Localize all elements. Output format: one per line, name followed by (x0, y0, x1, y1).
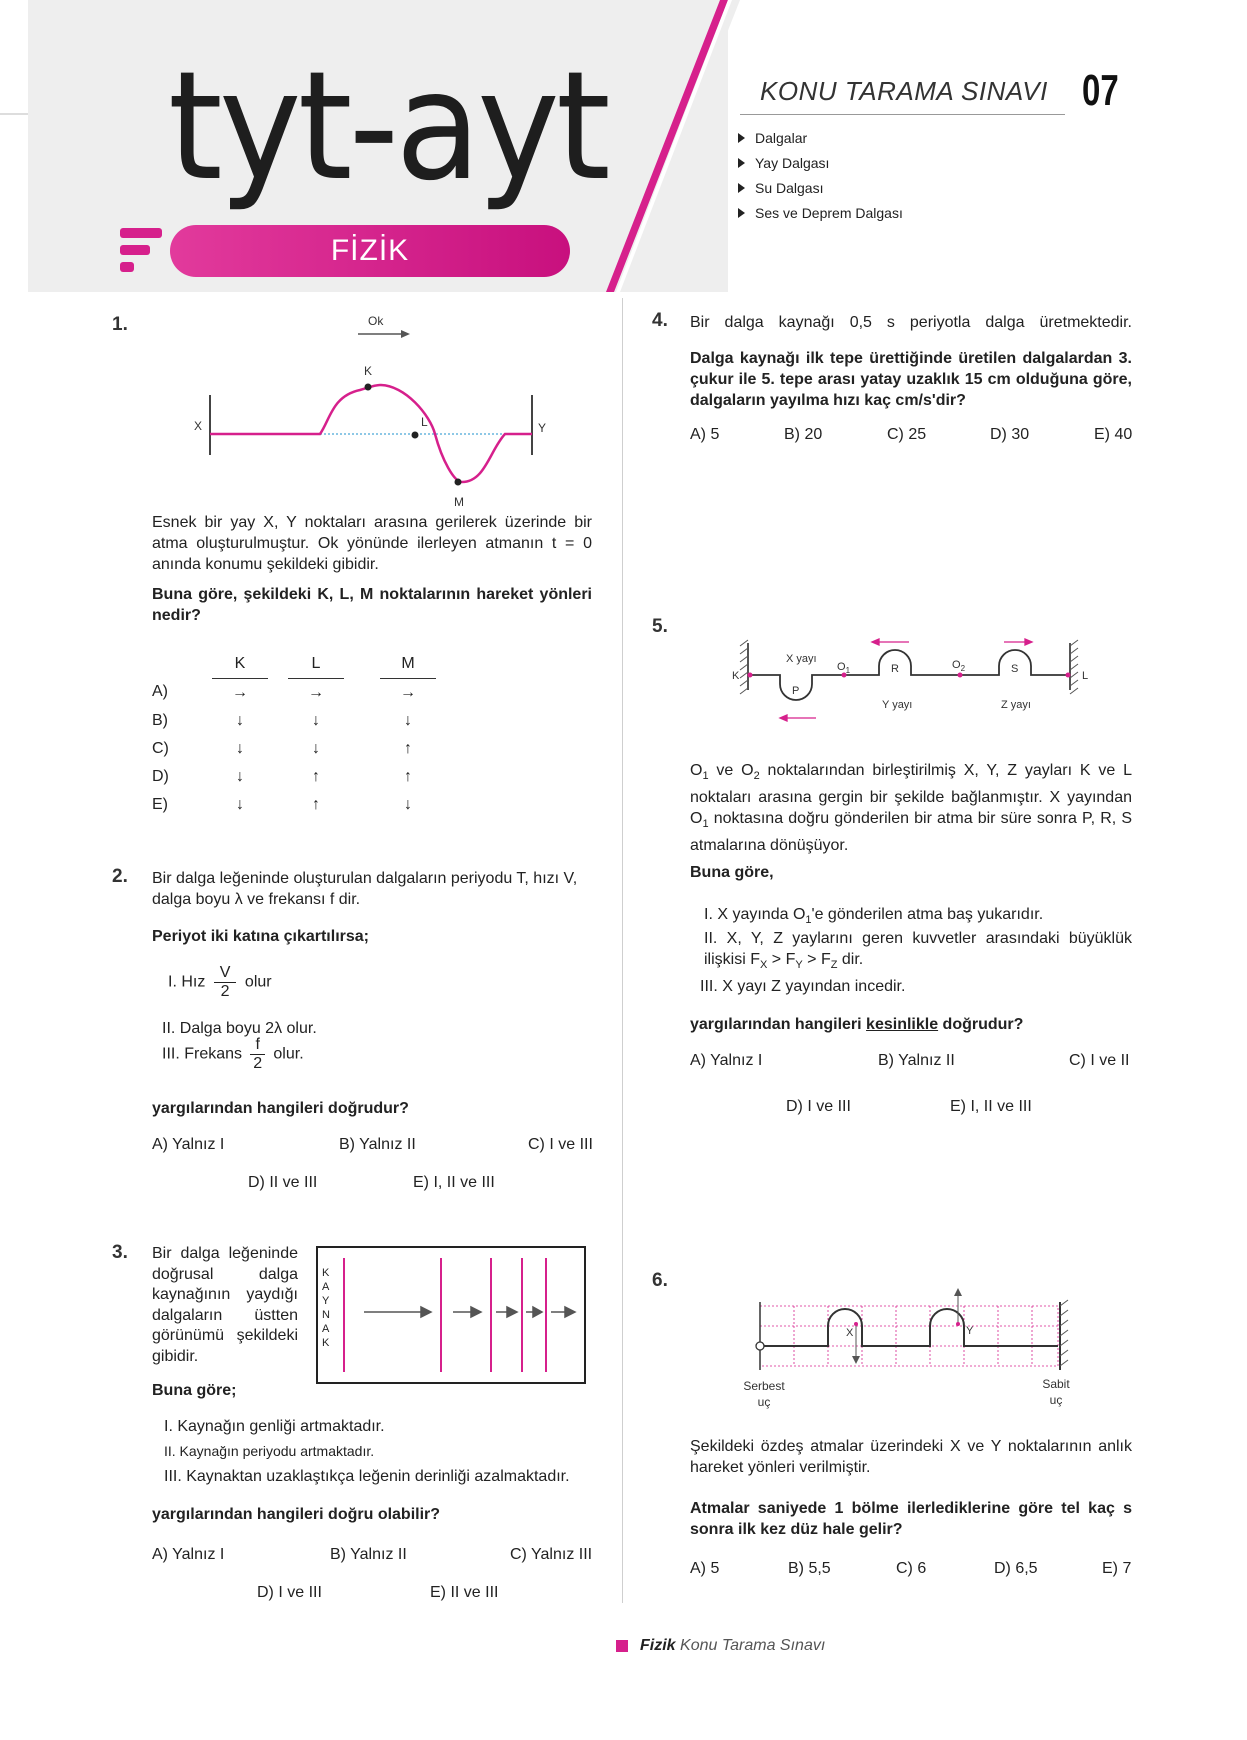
option-b[interactable]: B) Yalnız II (339, 1136, 416, 1153)
svg-text:X: X (846, 1327, 854, 1339)
subject-pill (170, 225, 570, 277)
answer-row[interactable]: C) ↓ ↓ ↑ (152, 739, 412, 757)
option-e[interactable]: E) I, II ve III (413, 1174, 495, 1191)
option-e[interactable]: E) I, II ve III (950, 1098, 1032, 1115)
free-end-label: Serbest uç (743, 1379, 785, 1409)
q3-wave-tank-figure (316, 1246, 588, 1386)
option-b[interactable]: B) 5,5 (788, 1560, 831, 1577)
question-number: 6. (652, 1270, 668, 1291)
statement: III. Kaynaktan uzaklaştıkça leğenin derinliği azalmaktadır. (164, 1468, 570, 1485)
svg-text:X yayı: X yayı (786, 653, 817, 665)
q5-ask: yargılarından hangileri kesinlikle doğrudur? (690, 1016, 1024, 1033)
q5-question: Buna göre, (690, 864, 774, 881)
option-c[interactable]: C) I ve II (1069, 1052, 1130, 1069)
topic-item: Yay Dalgası (738, 151, 903, 176)
q2-statement-2: II. Dalga boyu 2λ olur. (162, 1020, 317, 1037)
question-number: 3. (112, 1242, 128, 1263)
svg-text:K: K (364, 364, 373, 378)
q3-ask: yargılarından hangileri doğru olabilir? (152, 1506, 441, 1523)
option-d[interactable]: D) 6,5 (994, 1560, 1038, 1577)
q1-question: Buna göre, şekildeki K, L, M noktalarının hareket yönleri nedir? (152, 586, 592, 624)
col-header-m: M (380, 650, 436, 678)
q1-answer-table (152, 650, 436, 819)
q6-text: Şekildeki özdeş atmalar üzerindeki X ve Y noktalarının anlık hareket yönleri verilmiştir. (690, 1438, 1132, 1476)
svg-text:O2: $O_2$ (952, 659, 966, 673)
option-e[interactable]: E) II ve III (430, 1584, 499, 1601)
q2-ask: yargılarından hangileri doğrudur? (152, 1100, 409, 1117)
option-c[interactable]: C) 25 (887, 426, 927, 443)
column-divider (622, 298, 623, 1603)
q4-question: Dalga kaynağı ilk tepe ürettiğinde üretilen dalgalardan 3. çukur ile 5. tepe arası yatay uzaklık 15 cm olduğuna göre, dalgaların yayılma hızı kaç cm/s'dir? (690, 350, 1132, 409)
q3-source-label: KAYNAK (322, 1267, 330, 1349)
subject-label: FİZİK (330, 234, 410, 267)
svg-text:K: K (732, 670, 740, 682)
option-d[interactable]: D) II ve III (248, 1174, 318, 1191)
svg-text:Z yayı: Z yayı (1001, 699, 1031, 711)
col-header-l: L (288, 650, 344, 678)
option-a[interactable]: A) Yalnız I (152, 1546, 225, 1563)
option-b[interactable]: B) Yalnız II (330, 1546, 407, 1563)
q5-statement-1: I. X yayında $O_1'e$ gönderilen atma baş yukarıdır. (704, 906, 1044, 927)
svg-text:Y: Y (538, 421, 547, 435)
q3-statements (164, 1414, 570, 1489)
option-e[interactable]: E) 40 (1094, 426, 1133, 443)
option-a[interactable]: A) 5 (690, 1560, 720, 1577)
option-a[interactable]: A) Yalnız I (690, 1052, 763, 1069)
option-e[interactable]: E) 7 (1102, 1560, 1132, 1577)
answer-row[interactable]: E) ↓ ↑ ↓ (152, 795, 412, 813)
q2-statement-1: I. Hız $\frac{V}{2}$ olur (168, 964, 272, 1000)
option-b[interactable]: B) Yalnız II (878, 1052, 955, 1069)
question-number: 1. (112, 314, 128, 335)
title-underline (740, 114, 1065, 115)
statement: II. Kaynağın periyodu artmaktadır. (164, 1443, 375, 1459)
option-d[interactable]: D) I ve III (786, 1098, 851, 1115)
col-header-k: K (212, 650, 268, 678)
svg-text:P: P (792, 685, 800, 697)
option-d[interactable]: D) I ve III (257, 1584, 322, 1601)
q3-text: Bir dalga leğeninde doğrusal dalga kaynağının yaydığı dalgaların üstten görünümü şekildeki gibidir. (152, 1245, 298, 1365)
option-b[interactable]: B) 20 (784, 426, 823, 443)
question-number: 5. (652, 616, 668, 637)
exam-number: 07 (1082, 66, 1119, 115)
footer-square-icon (616, 1640, 628, 1652)
option-a[interactable]: A) 5 (690, 426, 720, 443)
svg-text:L: L (1082, 670, 1089, 682)
topic-item: Su Dalgası (738, 176, 903, 201)
bullet-triangle-icon (738, 183, 745, 193)
answer-row[interactable]: A) → → → (152, 683, 416, 701)
topic-list (738, 126, 903, 226)
exam-title: KONU TARAMA SINAVI (760, 76, 1048, 106)
answer-row[interactable]: D) ↓ ↑ ↑ (152, 767, 412, 785)
q4-text: Bir dalga kaynağı 0,5 s periyotla dalga üretmektedir. (690, 314, 1132, 331)
q2-question: Periyot iki katına çıkartılırsa; (152, 928, 369, 945)
q2-text: Bir dalga leğeninde oluşturulan dalgaların periyodu T, hızı V, dalga boyu λ ve frekansı f dir. (152, 870, 578, 908)
q1-pulse-figure (190, 310, 570, 510)
svg-text:Ok: Ok (368, 314, 384, 328)
bullet-triangle-icon (738, 133, 745, 143)
bullet-triangle-icon (738, 158, 745, 168)
bullet-triangle-icon (738, 208, 745, 218)
option-a[interactable]: A) Yalnız I (152, 1136, 225, 1153)
topic-item: Ses ve Deprem Dalgası (738, 201, 903, 226)
option-c[interactable]: C) I ve III (528, 1136, 593, 1153)
svg-text:L: L (421, 415, 428, 429)
q5-springs-figure (724, 628, 1104, 728)
svg-text:Y yayı: Y yayı (882, 699, 913, 711)
q5-statement-3: III. X yayı Z yayından incedir. (700, 978, 906, 995)
q5-statement-2: II. X, Y, Z yaylarını geren kuvvetler arasındaki büyüklük ilişkisi $F_X > F_Y > F_Z$ dir. (704, 930, 1132, 972)
brand-logo: tyt-ayt (168, 40, 607, 214)
question-number: 2. (112, 866, 128, 887)
answer-row[interactable]: B) ↓ ↓ ↓ (152, 711, 412, 729)
svg-text:Y: Y (966, 1325, 974, 1337)
topic-item: Dalgalar (738, 126, 903, 151)
option-c[interactable]: C) 6 (896, 1560, 927, 1577)
svg-text:S: S (1011, 663, 1019, 675)
svg-text:X: X (194, 419, 203, 433)
question-number: 4. (652, 310, 668, 331)
option-c[interactable]: C) Yalnız III (510, 1546, 593, 1563)
q2-statement-3: III. Frekans $\frac{f}{2}$ olur. (162, 1036, 304, 1072)
q6-pulse-grid-figure (740, 1284, 1080, 1414)
svg-text:O1: $O_1$ (837, 661, 851, 675)
q1-text: Esnek bir yay X, Y noktaları arasına gerilerek üzerinde bir atma oluşturulmuştur. Ok yönünde ilerleyen atmanın t = 0 anında konumu şekildeki gibidir. (152, 514, 592, 573)
fixed-end-label: Sabit uç (1042, 1377, 1070, 1407)
q3-question: Buna göre; (152, 1382, 237, 1399)
q6-question: Atmalar saniyede 1 bölme ilerlediklerine göre tel kaç s sonra ilk kez düz hale gelir? (690, 1500, 1132, 1538)
option-d[interactable]: D) 30 (990, 426, 1030, 443)
footer-text: Fizik Konu Tarama Sınavı (640, 1637, 826, 1654)
statement: I. Kaynağın genliği artmaktadır. (164, 1418, 385, 1435)
q5-text: $O_1$ ve $O_2$ noktalarından birleştirilmiş X, Y, Z yayları K ve L noktaları arasına gergin bir şekilde bağlanmıştır. X yayından $O_1$ noktasına doğru gönderilen bir atma bir süre sonra P, R, S atmalarına dönüşüyor. (690, 762, 1132, 855)
svg-text:M: M (454, 495, 464, 509)
svg-text:R: R (891, 663, 899, 675)
